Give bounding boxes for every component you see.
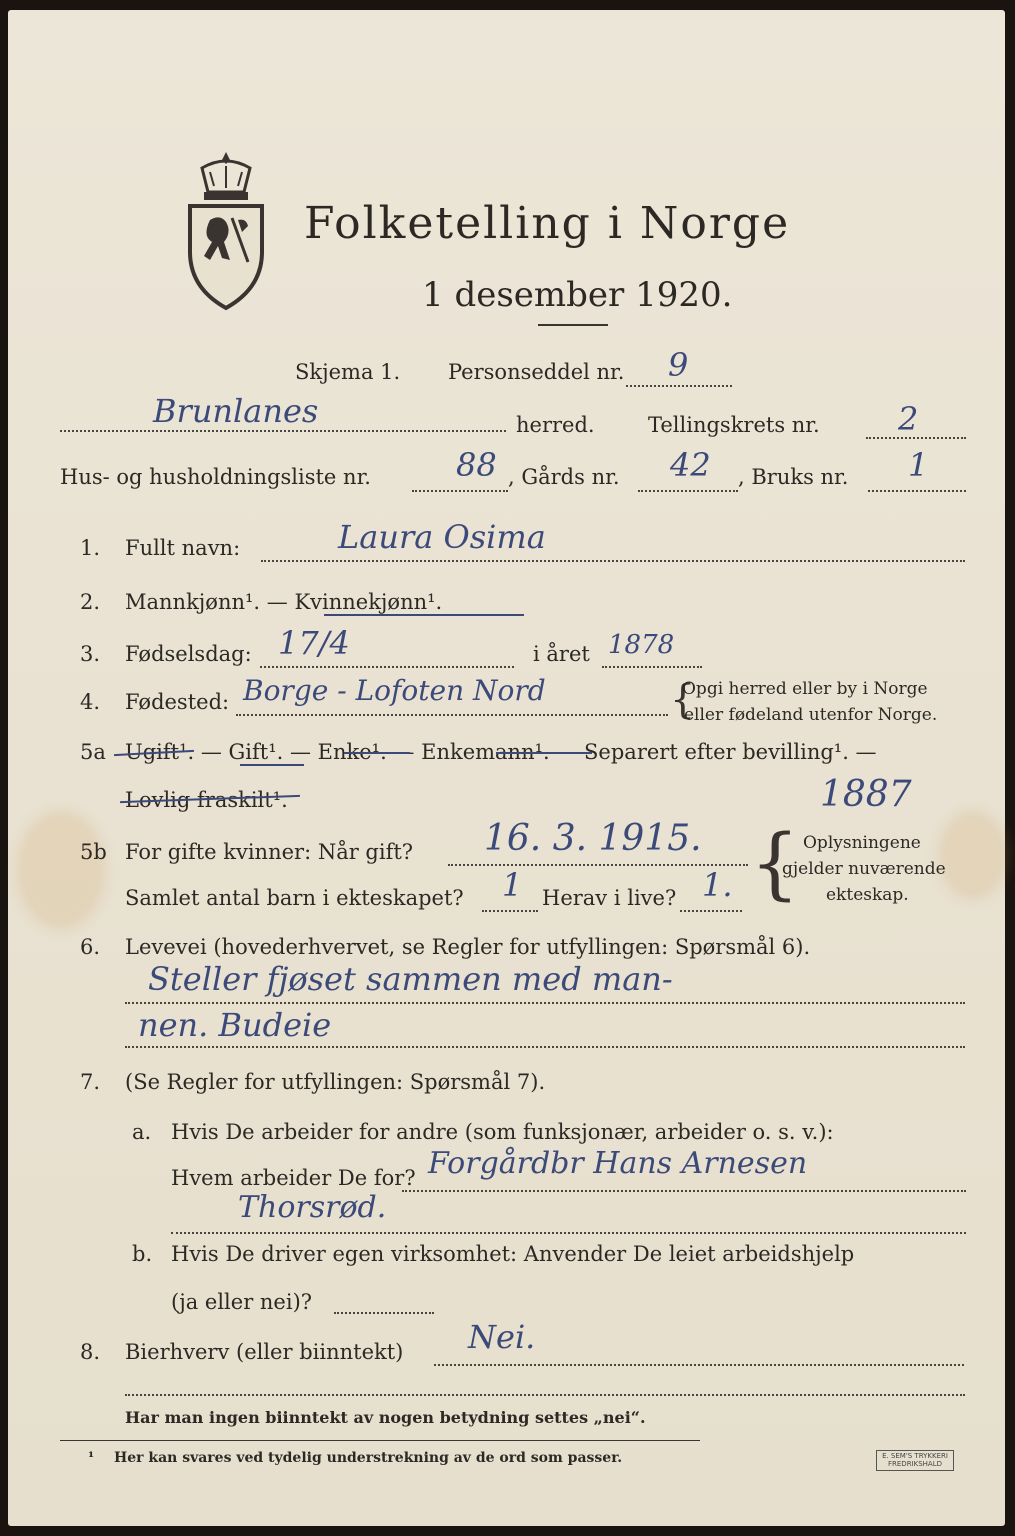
q7a-label-2: Hvem arbeider De for? (171, 1166, 416, 1190)
q8-field-line (434, 1364, 964, 1366)
q5b-label: For gifte kvinner: Når gift? (125, 840, 414, 864)
q8-label: Bierhverv (eller biinntekt) (125, 1340, 404, 1364)
census-form-page (8, 10, 1005, 1526)
q7a-field-line-1 (402, 1190, 966, 1192)
full-name-value[interactable]: Laura Osima (338, 518, 546, 556)
bruks-label: , Bruks nr. (738, 465, 849, 489)
q6-number: 6. (80, 935, 101, 959)
birth-year-value[interactable]: 1878 (608, 630, 675, 660)
herred-field-line (60, 430, 506, 432)
q7b-label: Hvis De driver egen virksomhet: Anvender De leiet arbeidshjelp (171, 1242, 855, 1266)
q5a-label-2: Lovlig fraskilt¹. (125, 788, 288, 812)
printer-stamp: E. SEM'S TRYKKERI FREDRIKSHALD (876, 1450, 954, 1471)
footnote-text: Her kan svares ved tydelig understrekning av de ord som passer. (114, 1450, 623, 1466)
q3-field-line (260, 666, 514, 668)
extra-field-line (125, 1394, 965, 1396)
q6-field-line-1 (125, 1002, 965, 1004)
q3-number: 3. (80, 642, 101, 666)
census-date: 1 desember 1920. (422, 275, 733, 315)
side-income-value[interactable]: Nei. (468, 1318, 536, 1356)
title-divider (538, 324, 608, 326)
occupation-value-line-2[interactable]: nen. Budeie (138, 1006, 332, 1044)
herred-value[interactable]: Brunlanes (153, 392, 319, 430)
q5b-brace: { (750, 819, 800, 909)
gards-field-line (638, 490, 738, 492)
q7b-field-line (334, 1312, 434, 1314)
q5a-number: 5a (80, 740, 106, 764)
q5b-label-2: Samlet antal barn i ekteskapet? (125, 886, 464, 910)
q4-note-2: eller fødeland utenfor Norge. (684, 705, 938, 725)
q2-number: 2. (80, 590, 101, 614)
q7b-number: b. (132, 1242, 153, 1266)
q2-underline-mark (324, 614, 524, 616)
q7a-number: a. (132, 1120, 152, 1144)
q3-year-label: i året (533, 642, 590, 666)
birthday-value[interactable]: 17/4 (278, 624, 350, 662)
q5a-strike-enke (344, 752, 410, 754)
q7-label: (Se Regler for utfyllingen: Spørsmål 7). (125, 1070, 546, 1094)
paper-stain (16, 810, 106, 930)
tellingskrets-label: Tellingskrets nr. (648, 413, 820, 437)
personseddel-field-line (626, 385, 732, 387)
gards-value[interactable]: 42 (670, 446, 711, 484)
q5b-note-3: ekteskap. (826, 885, 909, 905)
skjema-label: Skjema 1. (295, 360, 401, 384)
q7b-label-2: (ja eller nei)? (171, 1290, 313, 1314)
q1-field-line (261, 560, 965, 562)
q5a-label: Ugift¹. — Gift¹. — Enke¹. — Enkemann¹. — Separert efter bevilling¹. — (125, 740, 877, 764)
q4-brace: { (670, 677, 696, 723)
q6-label: Levevei (hovederhvervet, se Regler for utfyllingen: Spørsmål 6). (125, 935, 811, 959)
footer-note: Har man ingen biinntekt av nogen betydning settes „nei“. (125, 1408, 646, 1427)
q5b-number: 5b (80, 840, 107, 864)
q5b-barn-field-line (482, 910, 538, 912)
children-count-value[interactable]: 1 (502, 866, 523, 904)
employer-value-line-2[interactable]: Thorsrød. (238, 1190, 387, 1225)
q6-field-line-2 (125, 1046, 965, 1048)
q4-label: Fødested: (125, 690, 230, 714)
herred-label: herred. (516, 413, 595, 437)
q5a-strike-enkemann (496, 752, 592, 754)
q5b-note-1: Oplysningene (803, 833, 921, 853)
marriage-date-value[interactable]: 16. 3. 1915. (484, 818, 702, 859)
occupation-value-line-1[interactable]: Steller fjøset sammen med man- (148, 960, 673, 998)
employer-value-line-1[interactable]: Forgårdbr Hans Arnesen (428, 1146, 808, 1181)
q5b-live-label: Herav i live? (542, 886, 677, 910)
gards-label: , Gårds nr. (508, 465, 620, 489)
birthplace-value[interactable]: Borge - Lofoten Nord (243, 674, 546, 707)
personseddel-label: Personseddel nr. (448, 360, 625, 384)
tellingskrets-value[interactable]: 2 (898, 400, 919, 438)
children-alive-value[interactable]: 1. (702, 866, 733, 904)
hus-label: Hus- og husholdningsliste nr. (60, 465, 371, 489)
bruks-field-line (868, 490, 966, 492)
q4-field-line (236, 714, 668, 716)
q4-note-1: Opgi herred eller by i Norge (682, 679, 928, 699)
footnote-mark: ¹ (88, 1450, 95, 1466)
q5b-note-2: gjelder nuværende (782, 859, 946, 879)
form-title: Folketelling i Norge (304, 198, 791, 249)
q5b-live-field-line (680, 910, 742, 912)
q3-label: Fødselsdag: (125, 642, 252, 666)
hus-value[interactable]: 88 (456, 446, 497, 484)
q2-label: Mannkjønn¹. — Kvinnekjønn¹. (125, 590, 443, 614)
bruks-value[interactable]: 1 (908, 446, 929, 484)
q8-number: 8. (80, 1340, 101, 1364)
q1-number: 1. (80, 536, 101, 560)
q5a-underline-gift (240, 764, 304, 766)
q1-label: Fullt navn: (125, 536, 241, 560)
personseddel-value[interactable]: 9 (668, 346, 689, 384)
q7-number: 7. (80, 1070, 101, 1094)
q7a-label: Hvis De arbeider for andre (som funksjonær, arbeider o. s. v.): (171, 1120, 834, 1144)
q7a-field-line-2 (171, 1232, 966, 1234)
q4-number: 4. (80, 690, 101, 714)
footer-divider (60, 1440, 700, 1441)
paper-stain (938, 810, 1008, 900)
margin-note-value: 1887 (820, 774, 912, 815)
hus-field-line (412, 490, 508, 492)
norwegian-coat-of-arms-icon (180, 150, 272, 312)
q3-year-field-line (602, 666, 702, 668)
